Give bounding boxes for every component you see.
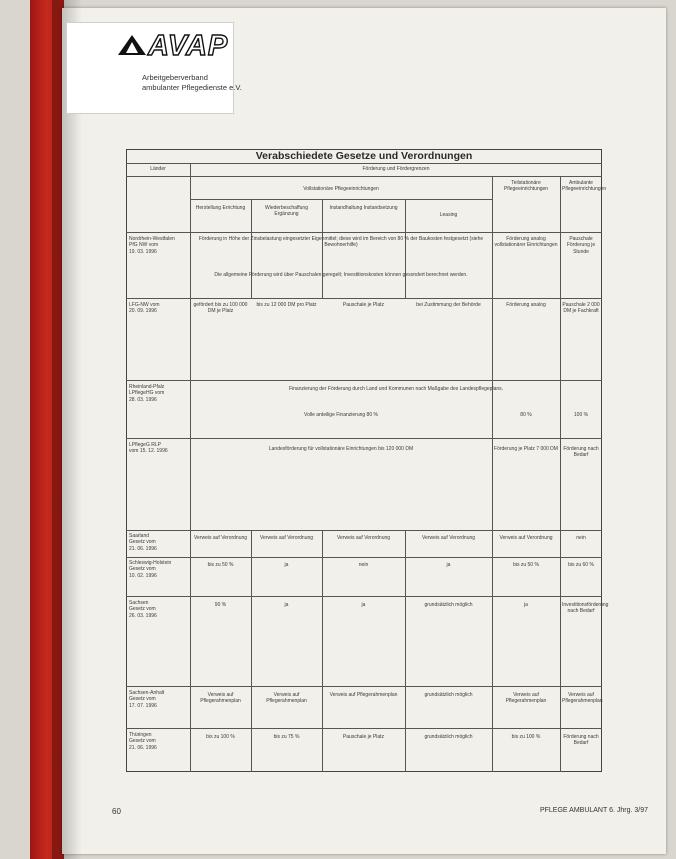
row-teilstationaer: ja	[524, 602, 528, 608]
brand-subline-2: ambulanter Pflegedienste e.V.	[142, 83, 242, 92]
row-ambulant: bis zu 60 %	[568, 562, 594, 568]
row-instandhaltung: ja	[361, 602, 366, 608]
header-foerderung: Förderung und Fördergrenzen	[362, 166, 430, 172]
gutter-shadow	[52, 0, 82, 859]
row-ambulant: Pauschale 2 000 DM je Fachkraft	[562, 302, 600, 315]
row-vollstationaer: Landesförderung für vollstationäre Einrichtungen bis 120 000 DM	[268, 446, 414, 452]
row-ambulant: 100 %	[573, 412, 589, 418]
row-leasing: grundsätzlich möglich	[424, 602, 473, 608]
row-leasing: Verweis auf Verordnung	[421, 535, 476, 541]
row-vollstationaer: Volle anteilige Finanzierung 80 %	[304, 412, 378, 418]
brand-logo: AVAP	[148, 30, 229, 62]
row-land: Thüringen Gesetz vom 21. 06. 1996	[129, 732, 157, 751]
header-leasing: Leasing	[439, 212, 458, 218]
row-leasing: grundsätzlich möglich	[424, 734, 473, 740]
row-errichtung: bis zu 50 %	[207, 562, 234, 568]
row-errichtung: Verweis auf Pflegerahmenplan	[200, 692, 241, 705]
row-land: Schleswig-Holstein Gesetz vom 10. 02. 1996	[129, 560, 172, 579]
row-land: Sachsen-Anhalt Gesetz vom 17. 07. 1996	[129, 690, 165, 709]
row-wiederbeschaffung: Verweis auf Verordnung	[259, 535, 314, 541]
row-ambulant: Verweis auf Pflegerahmenplan	[562, 692, 603, 705]
row-teilstationaer: bis zu 50 %	[513, 562, 539, 568]
row-wiederbeschaffung: bis zu 75 %	[273, 734, 300, 740]
triangle-logo-icon	[117, 34, 147, 56]
row-ambulant: nein	[576, 535, 586, 541]
header-instandhaltung: Instandhaltung Instandsetzung	[329, 205, 398, 211]
page-number: 60	[112, 807, 121, 816]
row-teilstationaer: 80 %	[520, 412, 532, 418]
row-land: LFG-NW vom 20. 09. 1996	[129, 302, 160, 315]
row-errichtung: gefördert bis zu 100 000 DM je Platz	[193, 302, 248, 315]
row-instandhaltung: nein	[358, 562, 369, 568]
row-vollstationaer: Förderung in Höhe der Zinsbelastung eingesetzter Eigenmittel; diese wird im Bereich von 80 % der Baukosten festgesetzt (siehe Bewohnerhilfe)	[198, 236, 484, 249]
row-ambulant: Pauschale Förderung je Stunde	[566, 236, 596, 255]
header-ambulant: Ambulante Pflegeeinrichtungen	[562, 180, 607, 193]
row-teilstationaer: bis zu 100 %	[511, 734, 541, 740]
row-ambulant: Förderung nach Bedarf	[563, 446, 599, 459]
header-laender: Länder	[150, 166, 166, 172]
row-wiederbeschaffung: Verweis auf Pflegerahmenplan	[266, 692, 307, 705]
row-errichtung: bis zu 100 %	[206, 734, 235, 740]
header-errichtung: Herstellung Errichtung	[195, 205, 246, 211]
header-teilstationaer: Teilstationäre Pflegeeinrichtungen	[503, 180, 549, 193]
row-wiederbeschaffung: bis zu 12 000 DM pro Platz	[256, 302, 317, 308]
row-errichtung: Verweis auf Verordnung	[193, 535, 248, 541]
brand-subline-1: Arbeitgeberverband	[142, 73, 208, 82]
row-land: Rheinland-Pfalz LPflegeHG vom 28. 03. 1996	[129, 384, 165, 403]
row-land: Nordrhein-Westfalen PfG NW vom 19. 03. 1996	[129, 236, 175, 255]
row-leasing: grundsätzlich möglich	[424, 692, 473, 698]
row-teilstationaer: Verweis auf Pflegerahmenplan	[505, 692, 547, 705]
row-ambulant: Förderung nach Bedarf	[563, 734, 599, 747]
row-instandhaltung: Verweis auf Verordnung	[336, 535, 391, 541]
row-land: Saarland Gesetz vom 21. 06. 1996	[129, 533, 157, 552]
row-note: Finanzierung der Förderung durch Land und Kommunen nach Maßgabe des Landespflegeplans.	[288, 386, 504, 392]
row-wiederbeschaffung: ja	[284, 602, 289, 608]
header-wiederbeschaffung: Wiederbeschaffung Ergänzung	[265, 205, 308, 218]
row-ambulant: Investitionsförderung nach Bedarf	[562, 602, 609, 615]
row-land: LPflegeG RLP vom 15. 12. 1996	[129, 442, 168, 455]
row-land: Sachsen Gesetz vom 26. 03. 1996	[129, 600, 157, 619]
row-note: Die allgemeine Förderung wird über Pauschalen geregelt; Investitionskosten können gesondert berechnet werden.	[214, 272, 468, 278]
row-instandhaltung: Verweis auf Pflegerahmenplan	[329, 692, 398, 698]
row-teilstationaer: Förderung analog	[506, 302, 546, 308]
journal-footer: PFLEGE AMBULANT 6. Jhrg. 3/97	[539, 807, 648, 814]
row-errichtung: 90 %	[214, 602, 227, 608]
row-teilstationaer: Verweis auf Verordnung	[499, 535, 553, 541]
row-leasing: bei Zustimmung der Behörde	[416, 302, 481, 308]
row-teilstationaer: Förderung je Platz 7 000 DM	[494, 446, 558, 452]
row-wiederbeschaffung: ja	[284, 562, 289, 568]
row-instandhaltung: Pauschale je Platz	[342, 734, 385, 740]
row-teilstationaer: Förderung analog vollstationärer Einrichtungen	[494, 236, 558, 249]
row-leasing: ja	[446, 562, 451, 568]
header-vollstationaer: Vollstationäre Pflegeeinrichtungen	[303, 186, 379, 192]
row-instandhaltung: Pauschale je Platz	[342, 302, 385, 308]
table-title: Verabschiedete Gesetze und Verordnungen	[255, 150, 473, 162]
